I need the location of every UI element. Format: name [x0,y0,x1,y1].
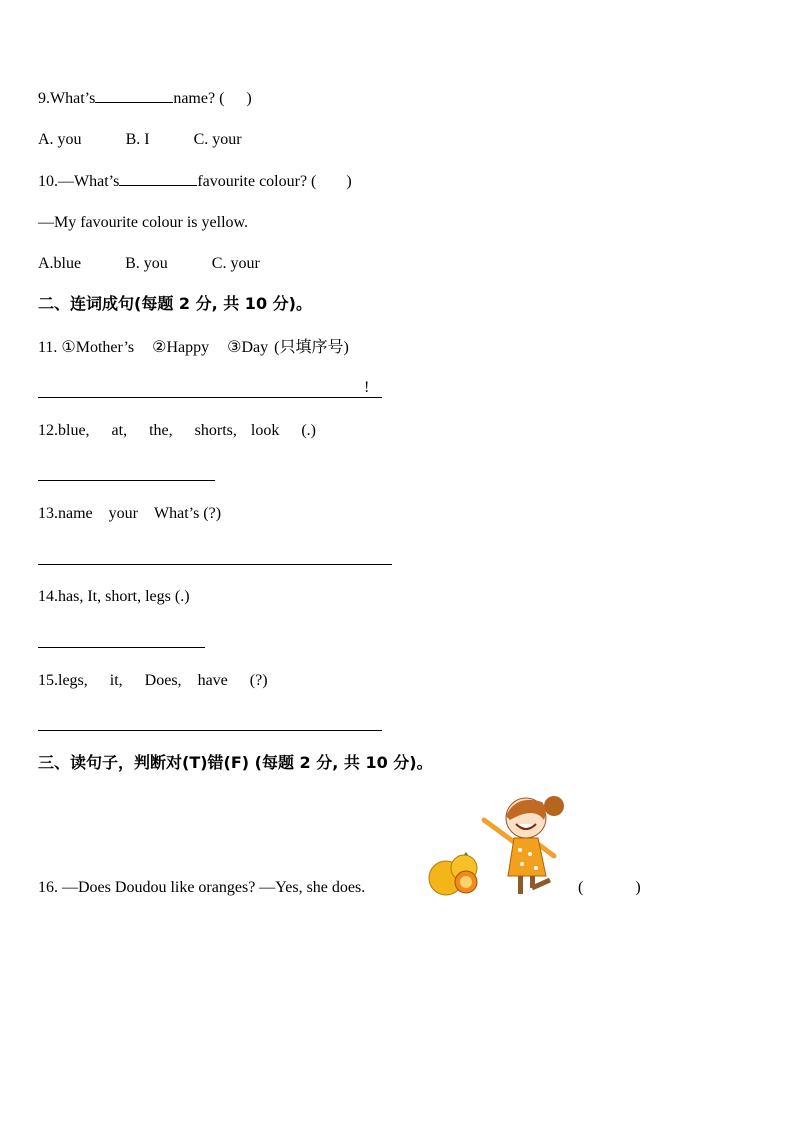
q13-word-1: name [58,505,93,522]
q13-word-2: your [108,505,138,522]
oranges-icon [429,852,477,895]
q15-word-5: (?) [249,672,268,689]
q9-close: ) [246,90,252,107]
q16-paren-close: ) [635,879,641,896]
q10-option-c[interactable]: C. your [211,255,260,272]
q12-number: 12. [38,422,58,439]
q10-answer-line: —My favourite colour is yellow. [38,214,249,231]
q11-word-2: ②Happy [152,339,210,356]
q13-answer-line[interactable] [38,564,392,565]
q10-option-a[interactable]: A.blue [38,255,82,272]
q15-number: 15. [38,672,58,689]
q16-paren-open: ( [578,879,584,896]
q14-answer-line[interactable] [38,647,205,648]
q9-option-a[interactable]: A. you [38,131,82,148]
q16-answer-parentheses[interactable] [578,878,641,898]
q9-options [38,130,242,150]
q10-prefix: 10.—What’s [38,173,120,190]
q11-number: 11. [38,339,58,356]
q15-word-4: have [197,672,228,689]
question-13 [38,504,221,524]
girl-and-oranges-illustration [426,790,572,898]
q12-word-2: at, [111,422,128,439]
q9-option-c[interactable]: C. your [193,131,242,148]
q9-suffix: name? ( [173,90,225,107]
question-14: 14.has, It, short, legs (.) [38,588,190,605]
q10-option-b[interactable]: B. you [125,255,168,272]
q15-word-2: it, [109,672,123,689]
q10-options [38,254,260,274]
q12-answer-line[interactable] [38,480,215,481]
question-15 [38,671,268,691]
q11-word-1: ①Mother’s [61,339,135,356]
q13-number: 13. [38,505,58,522]
q11-note: (只填序号) [274,339,349,356]
q12-word-4: shorts, [194,422,237,439]
girl-icon [484,796,564,894]
q15-word-1: legs, [58,672,88,689]
question-16: 16. —Does Doudou like oranges? —Yes, she does. [38,879,366,896]
q12-word-1: blue, [58,422,90,439]
q13-word-3: What’s (?) [153,505,222,522]
q12-word-6: (.) [301,422,316,439]
q10-close: ) [346,173,352,190]
q12-word-5: look [250,422,280,439]
q15-answer-line[interactable] [38,730,382,731]
q12-word-3: the, [149,422,173,439]
question-11 [38,338,349,358]
q10-blank[interactable] [119,171,197,186]
q15-word-3: Does, [144,672,182,689]
q10-suffix: favourite colour? ( [197,173,317,190]
section-3-heading: 三、读句子，判断对(T)错(F) (每题 2 分, 共 10 分)。 [38,753,433,772]
question-9 [38,88,252,109]
q9-blank[interactable] [95,88,173,103]
q11-answer-line[interactable] [38,397,382,398]
question-12 [38,421,316,441]
q11-end-mark: ! [364,379,370,396]
q11-word-3: ③Day [227,339,269,356]
q9-option-b[interactable]: B. I [125,131,150,148]
q9-prefix: 9.What’s [38,90,96,107]
section-2-heading: 二、连词成句(每题 2 分, 共 10 分)。 [38,294,312,313]
question-10 [38,171,352,192]
